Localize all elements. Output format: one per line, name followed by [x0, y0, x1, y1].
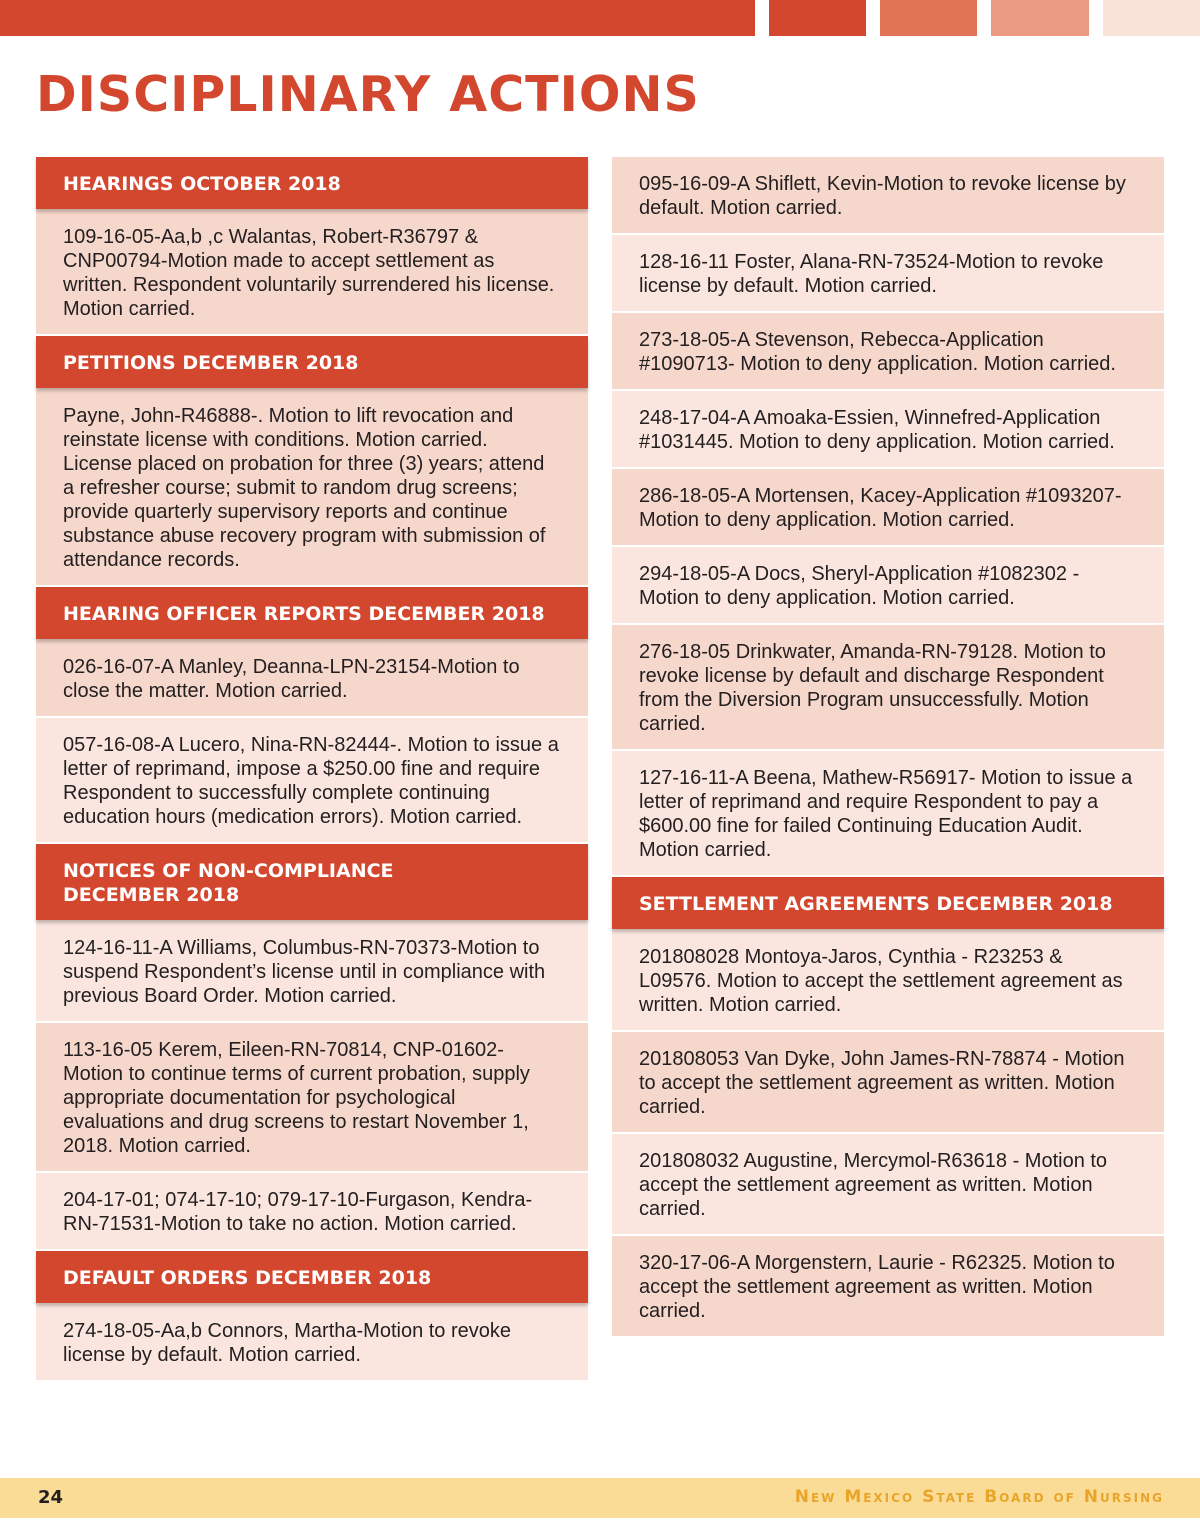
entry-item: 286-18-05-A Mortensen, Kacey-Application #1093207-Motion to deny application. Motion carried. — [612, 469, 1164, 545]
section-heading-settlement-agreements: SETTLEMENT AGREEMENTS DECEMBER 2018 — [612, 877, 1164, 929]
entry-item: 201808053 Van Dyke, John James-RN-78874 - Motion to accept the settlement agreement as written. Motion carried. — [612, 1032, 1164, 1132]
entry-item: 248-17-04-A Amoaka-Essien, Winnefred-Application #1031445. Motion to deny application. Motion carried. — [612, 391, 1164, 467]
entry-item: 109-16-05-Aa,b ,c Walantas, Robert-R36797 & CNP00794-Motion made to accept settlement as written. Respondent voluntarily surrendered his license. Motion carried. — [36, 209, 588, 334]
entry-item: 128-16-11 Foster, Alana-RN-73524-Motion to revoke license by default. Motion carried. — [612, 235, 1164, 311]
left-column — [36, 157, 588, 1382]
entry-item: 201808032 Augustine, Mercymol-R63618 - Motion to accept the settlement agreement as written. Motion carried. — [612, 1134, 1164, 1234]
entry-item: 113-16-05 Kerem, Eileen-RN-70814, CNP-01602-Motion to continue terms of current probation, supply appropriate documentation for psychological evaluations and drug screens to restart November 1, 2018. Motion carried. — [36, 1023, 588, 1171]
entry-item: 204-17-01; 074-17-10; 079-17-10-Furgason, Kendra-RN-71531-Motion to take no action. Motion carried. — [36, 1173, 588, 1249]
section-heading-line: DECEMBER 2018 — [63, 884, 240, 906]
entry-item: 095-16-09-A Shiflett, Kevin-Motion to revoke license by default. Motion carried. — [612, 157, 1164, 233]
entry-item: 273-18-05-A Stevenson, Rebecca-Application #1090713- Motion to deny application. Motion carried. — [612, 313, 1164, 389]
entry-item: 124-16-11-A Williams, Columbus-RN-70373-Motion to suspend Respondent’s license until in compliance with previous Board Order. Motion carried. — [36, 920, 588, 1021]
footer-band — [0, 1478, 1200, 1518]
section-heading-petitions: PETITIONS DECEMBER 2018 — [36, 336, 588, 388]
top-color-bar-1 — [0, 0, 755, 36]
section-heading-hearing-officer-reports: HEARING OFFICER REPORTS DECEMBER 2018 — [36, 587, 588, 639]
top-color-bar-2 — [769, 0, 866, 36]
section-heading-default-orders: DEFAULT ORDERS DECEMBER 2018 — [36, 1251, 588, 1303]
entry-item: 026-16-07-A Manley, Deanna-LPN-23154-Motion to close the matter. Motion carried. — [36, 639, 588, 716]
page-title: DISCIPLINARY ACTIONS — [36, 66, 700, 123]
top-color-bar-3 — [880, 0, 977, 36]
page-number: 24 — [38, 1487, 64, 1508]
top-color-bar-4 — [991, 0, 1089, 36]
section-heading-hearings: HEARINGS OCTOBER 2018 — [36, 157, 588, 209]
publication-name: New Mexico State Board of Nursing — [794, 1487, 1164, 1507]
right-column — [612, 157, 1164, 1338]
entry-item: Payne, John-R46888-. Motion to lift revocation and reinstate license with conditions. Motion carried. License placed on probation for three (3) years; attend a refresher course; submit to random drug screens; provide quarterly supervisory reports and continue substance abuse recovery program with submission of attendance records. — [36, 388, 588, 585]
entry-item: 274-18-05-Aa,b Connors, Martha-Motion to revoke license by default. Motion carried. — [36, 1303, 588, 1380]
entry-item: 057-16-08-A Lucero, Nina-RN-82444-. Motion to issue a letter of reprimand, impose a $250.00 fine and require Respondent to successfully complete continuing education hours (medication errors). Motion carried. — [36, 718, 588, 842]
section-heading-line: NOTICES OF NON-COMPLIANCE — [63, 860, 394, 882]
entry-item: 201808028 Montoya-Jaros, Cynthia - R23253 & L09576. Motion to accept the settlement agreement as written. Motion carried. — [612, 929, 1164, 1030]
entry-item: 320-17-06-A Morgenstern, Laurie - R62325. Motion to accept the settlement agreement as written. Motion carried. — [612, 1236, 1164, 1336]
top-color-bar-5 — [1103, 0, 1200, 36]
entry-item: 276-18-05 Drinkwater, Amanda-RN-79128. Motion to revoke license by default and discharge Respondent from the Diversion Program unsuccessfully. Motion carried. — [612, 625, 1164, 749]
entry-item: 294-18-05-A Docs, Sheryl-Application #1082302 -Motion to deny application. Motion carried. — [612, 547, 1164, 623]
section-heading-non-compliance — [36, 844, 588, 920]
entry-item: 127-16-11-A Beena, Mathew-R56917- Motion to issue a letter of reprimand and require Respondent to pay a $600.00 fine for failed Continuing Education Audit. Motion carried. — [612, 751, 1164, 875]
